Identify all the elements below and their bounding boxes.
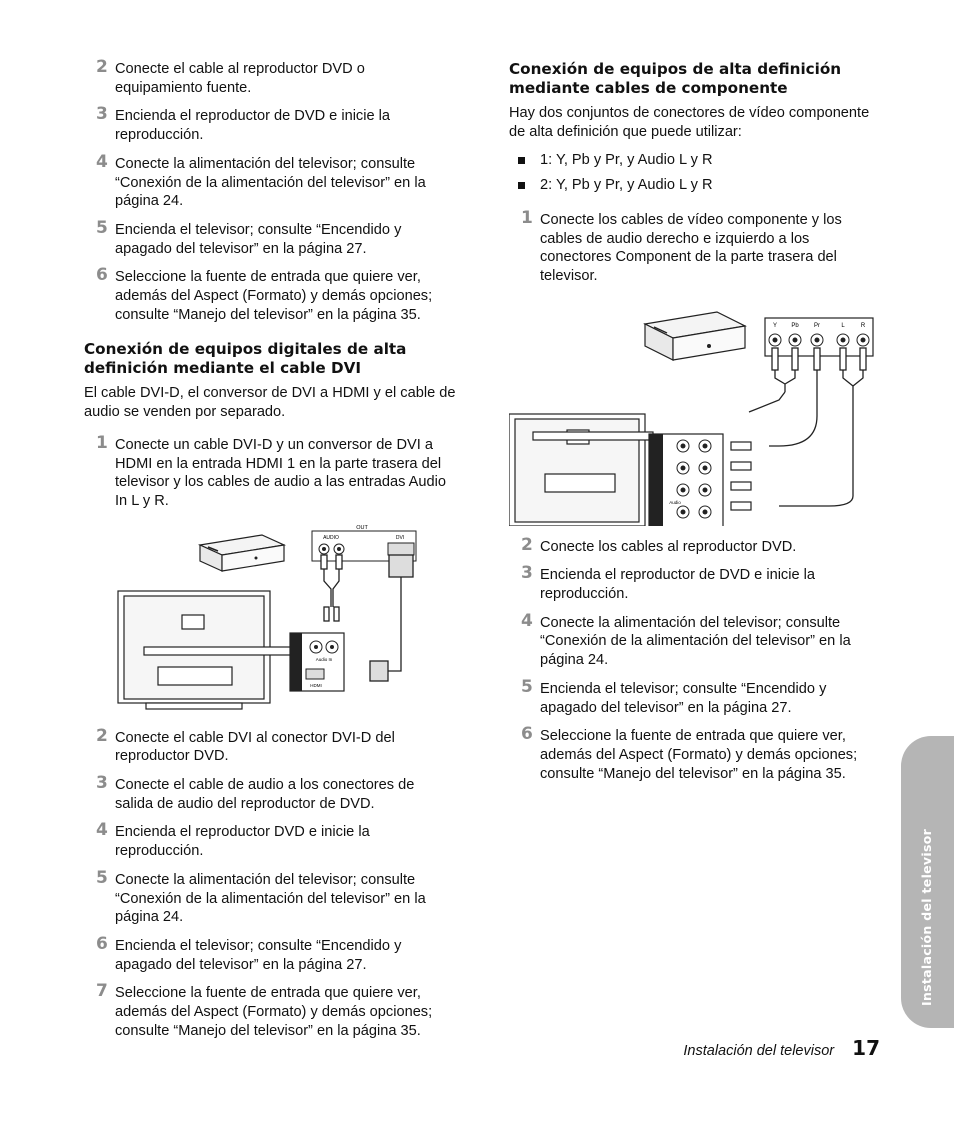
step-text: Conecte la alimentación del televisor; consulte “Conexión de la alimentación del televisor” en la página 24. xyxy=(115,871,426,926)
out-label: OUT xyxy=(356,524,368,531)
component-plugs xyxy=(731,442,751,510)
dvi-step-5 xyxy=(84,867,456,927)
step-text: Conecte el cable DVI al conector DVI-D del reproductor DVD. xyxy=(115,729,395,765)
dvi-connection-diagram xyxy=(84,521,456,717)
y-label: Y xyxy=(772,322,778,329)
dvi-steps xyxy=(84,725,456,1041)
step-text: Conecte el cable de audio a los conectores de salida de audio del reproductor de DVD. xyxy=(115,777,415,812)
step-number: 3 xyxy=(96,773,108,794)
right-column xyxy=(509,60,881,793)
dvi-step-6 xyxy=(84,933,456,974)
step-number: 2 xyxy=(96,725,108,746)
dvi-step-4 xyxy=(84,820,456,860)
step-2 xyxy=(84,57,456,97)
step-text: Conecte la alimentación del televisor; consulte “Conexión de la alimentación del televisor” en la página 24. xyxy=(540,614,851,669)
step-text: Conecte los cables al reproductor DVD. xyxy=(540,538,797,555)
chapter-tab xyxy=(901,736,954,1028)
step-number: 5 xyxy=(521,676,533,697)
component-steps xyxy=(509,534,881,784)
audio-cable xyxy=(321,555,342,621)
intro-steps xyxy=(84,57,456,324)
step-4 xyxy=(84,151,456,211)
step-6 xyxy=(84,265,456,324)
list-item: 2: Y, Pb y Pr, y Audio L y R xyxy=(509,176,881,195)
tv-rear-icon xyxy=(509,414,653,526)
dvi-step-7 xyxy=(84,981,456,1040)
step-text: Encienda el reproductor DVD e inicie la reproducción. xyxy=(115,824,370,860)
dvi-label: DVI xyxy=(395,534,405,541)
step-number: 4 xyxy=(521,610,533,631)
dvi-section-intro: El cable DVI-D, el conversor de DVI a HDMI y el cable de audio se venden por separado. xyxy=(84,385,456,421)
component-section-intro: Hay dos conjuntos de conectores de vídeo componente de alta definición que puede utilizar: xyxy=(509,105,870,140)
r-label: R xyxy=(860,322,866,329)
step-number: 4 xyxy=(96,820,108,841)
step-number: 4 xyxy=(96,151,108,172)
step-number: 6 xyxy=(96,265,108,286)
step-number: 6 xyxy=(96,933,108,954)
step-number: 7 xyxy=(96,981,108,1002)
component-step-1 xyxy=(509,207,881,286)
page-number: 17 xyxy=(852,1036,880,1060)
component-step-5 xyxy=(509,676,881,717)
step-text: Encienda el reproductor de DVD e inicie la reproducción. xyxy=(540,567,816,603)
audio-label: AUDIO xyxy=(323,534,339,541)
step-text: Seleccione la fuente de entrada que quiere ver, además del Aspect (Formato) y demás opciones; consulte “Manejo del televisor” en la página 35. xyxy=(115,269,433,323)
component-cables xyxy=(749,348,866,506)
audio-in-label: Audio In xyxy=(315,656,333,662)
hdmi-label: HDMI xyxy=(310,682,322,688)
dvi-step-3 xyxy=(84,773,456,813)
chapter-tab-label: Instalación del televisor xyxy=(919,828,934,1006)
list-item: 1: Y, Pb y Pr, y Audio L y R xyxy=(509,151,881,170)
step-number: 3 xyxy=(521,563,533,584)
l-label: L xyxy=(841,322,845,329)
step-number: 2 xyxy=(96,57,108,77)
footer-section-title: Instalación del televisor xyxy=(683,1043,835,1059)
step-text: Seleccione la fuente de entrada que quiere ver, además del Aspect (Formato) y demás opciones; consulte “Manejo del televisor” en la página 35. xyxy=(540,728,858,782)
component-section-heading: Conexión de equipos de alta definición mediante cables de componente xyxy=(509,60,842,97)
dvd-player-icon xyxy=(645,312,745,360)
dvi-step-2 xyxy=(84,725,456,766)
component-step-4 xyxy=(509,610,881,670)
dvi-step-1 xyxy=(84,432,456,511)
tv-rear-icon xyxy=(118,591,294,709)
pb-label: Pb xyxy=(791,322,799,329)
step-text: Conecte la alimentación del televisor; consulte “Conexión de la alimentación del televisor” en la página 24. xyxy=(115,155,426,210)
step-text: Encienda el reproductor de DVD e inicie la reproducción. xyxy=(115,108,391,144)
tv-component-input-panel xyxy=(649,434,723,526)
step-number: 2 xyxy=(521,534,533,555)
step-text: Encienda el televisor; consulte “Encendido y apagado del televisor” en la página 27. xyxy=(115,221,402,257)
step-text: Conecte el cable al reproductor DVD o equipamiento fuente. xyxy=(115,61,365,96)
component-step-2 xyxy=(509,534,881,557)
pr-label: Pr xyxy=(814,322,820,329)
connector-set-list xyxy=(509,151,881,194)
step-text: Seleccione la fuente de entrada que quiere ver, además del Aspect (Formato) y demás opciones; consulte “Manejo del televisor” en la página 35. xyxy=(115,985,433,1039)
component-connection-diagram xyxy=(509,296,881,526)
step-number: 1 xyxy=(521,207,533,228)
step-number: 6 xyxy=(521,724,533,745)
step-text: Conecte un cable DVI-D y un conversor de DVI a HDMI en la entrada HDMI 1 en la parte trasera del televisor y los cables de audio a las entradas Audio In L y R. xyxy=(115,436,446,509)
step-number: 3 xyxy=(96,104,108,125)
page-footer xyxy=(683,1036,880,1060)
dvi-cable xyxy=(370,555,413,681)
step-number: 5 xyxy=(96,217,108,238)
step-5 xyxy=(84,217,456,258)
step-text: Encienda el televisor; consulte “Encendido y apagado del televisor” en la página 27. xyxy=(115,937,402,973)
step-text: Encienda el televisor; consulte “Encendido y apagado del televisor” en la página 27. xyxy=(540,680,827,716)
step-3 xyxy=(84,104,456,144)
audio-label: Audio xyxy=(669,499,681,505)
step-text: Conecte los cables de vídeo componente y los cables de audio derecho e izquierdo a los conectores Component de la parte trasera del televisor. xyxy=(540,211,842,284)
component-step-6 xyxy=(509,724,881,783)
step-number: 1 xyxy=(96,432,108,453)
dvi-section-heading: Conexión de equipos digitales de alta definición mediante el cable DVI xyxy=(84,340,407,378)
component-step-3 xyxy=(509,563,881,603)
dvd-player-icon xyxy=(200,535,284,571)
hdmi-input-panel xyxy=(290,633,344,691)
step-number: 5 xyxy=(96,867,108,888)
left-column xyxy=(84,57,456,1051)
